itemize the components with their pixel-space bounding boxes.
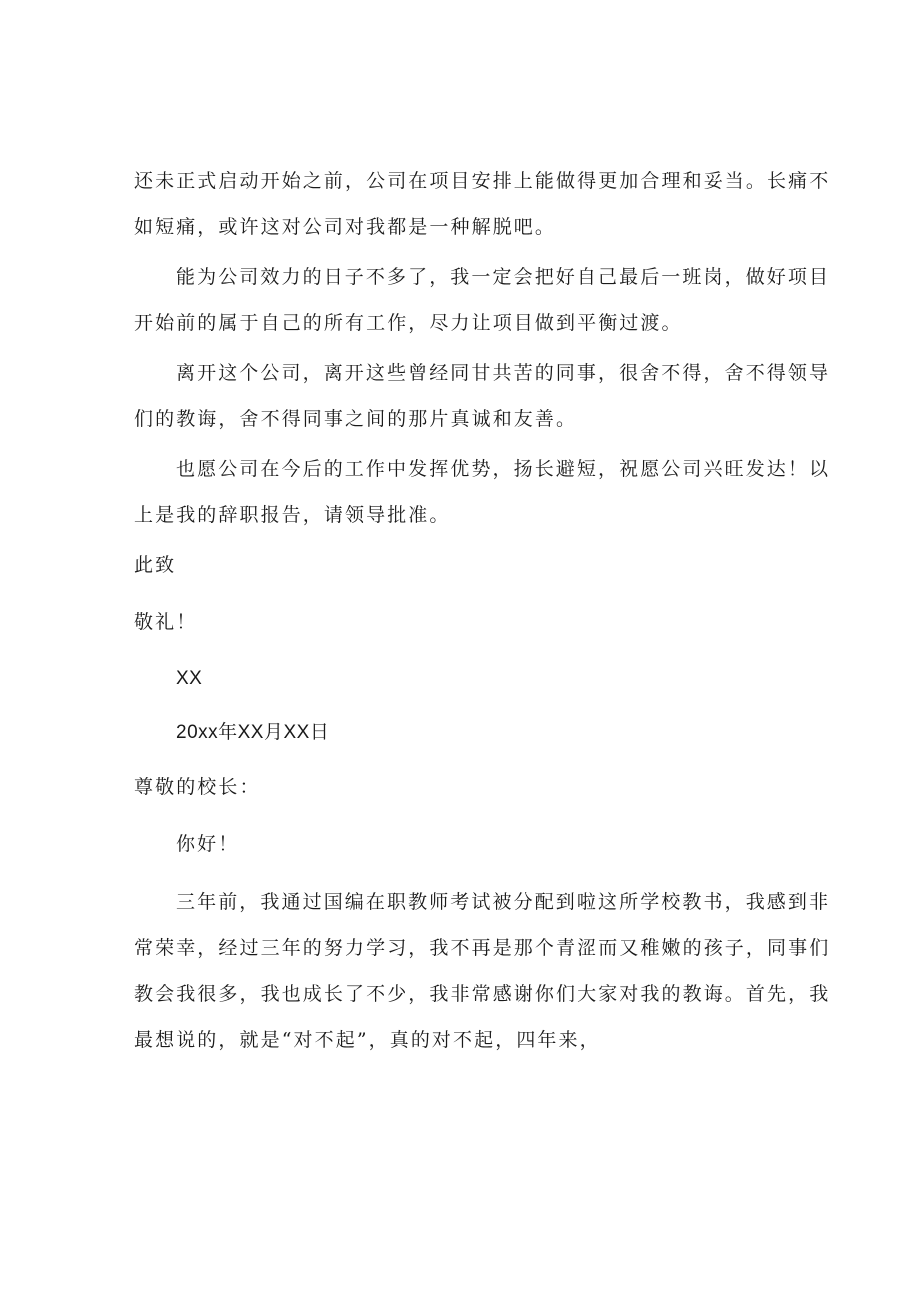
paragraph-line: 三年前，我通过国编在职教师考试被分配到啦这所学校教书，我感到非	[176, 891, 831, 913]
paragraph-2	[134, 254, 831, 346]
paragraph-3	[134, 350, 831, 442]
closing-phrase: 此致	[134, 554, 177, 576]
paragraph-line: 常荣幸，经过三年的努力学习，我不再是那个青涩而又稚嫩的孩子，同事们	[134, 937, 831, 959]
paragraph-line: 能为公司效力的日子不多了，我一定会把好自己最后一班岗，做好项目	[176, 266, 831, 288]
paragraph-line: 也愿公司在今后的工作中发挥优势，扬长避短，祝愿公司兴旺发达！以	[176, 458, 831, 480]
paragraph-4	[134, 446, 831, 538]
closing-salute: 敬礼！	[134, 611, 198, 633]
letter2-paragraph	[134, 879, 831, 1063]
paragraph-line: 最想说的，就是“对不起”，真的对不起，四年来，	[134, 1029, 601, 1051]
paragraph-line: 开始前的属于自己的所有工作，尽力让项目做到平衡过渡。	[134, 312, 683, 334]
paragraph-line: 如短痛，或许这对公司对我都是一种解脱吧。	[134, 216, 557, 238]
paragraph-line: 离开这个公司，离开这些曾经同甘共苦的同事，很舍不得，舍不得领导	[176, 362, 831, 384]
paragraph-line: 还未正式启动开始之前，公司在项目安排上能做得更加合理和妥当。长痛不	[134, 170, 831, 192]
signature-name: XX	[176, 668, 203, 689]
signature-date: 20xx年XX月XX日	[176, 722, 330, 743]
paragraph-line: 教会我很多，我也成长了不少，我非常感谢你们大家对我的教诲。首先，我	[134, 983, 831, 1005]
paragraph-1	[134, 158, 831, 250]
salutation: 尊敬的校长：	[134, 776, 261, 798]
document-body	[134, 158, 831, 1067]
paragraph-line: 们的教诲，舍不得同事之间的那片真诚和友善。	[134, 408, 578, 430]
greeting: 你好！	[176, 833, 240, 855]
paragraph-line: 上是我的辞职报告，请领导批准。	[134, 504, 451, 526]
